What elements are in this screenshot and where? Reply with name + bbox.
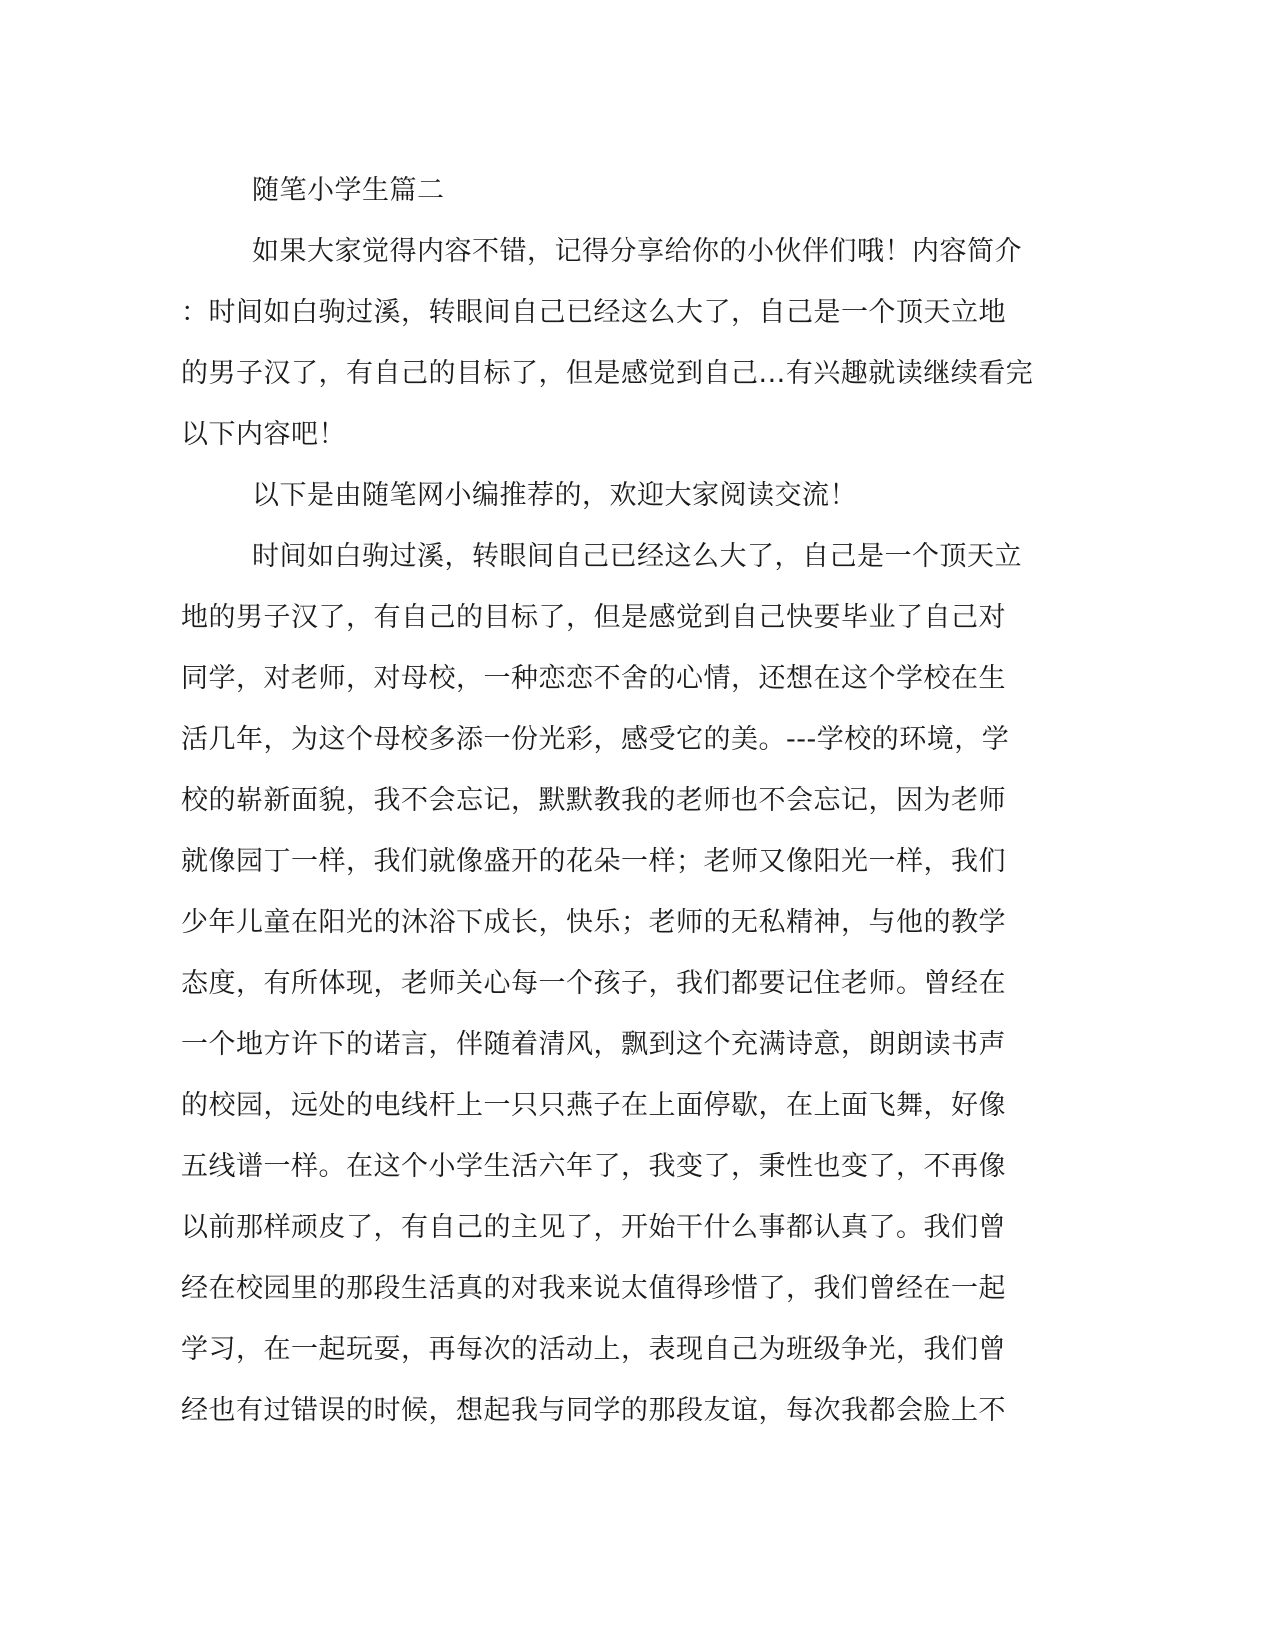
body-line: 时间如白驹过溪，转眼间自己已经这么大了，自己是一个顶天立 <box>252 541 1022 572</box>
body-line: 的校园，远处的电线杆上一只只燕子在上面停歇，在上面飞舞，好像 <box>181 1090 1006 1121</box>
intro-paragraph <box>181 221 1041 465</box>
body-line: 地的男子汉了，有自己的目标了，但是感觉到自己快要毕业了自己对 <box>181 602 1006 633</box>
body-line: 经也有过错误的时候，想起我与同学的那段友谊，每次我都会脸上不 <box>181 1395 1006 1426</box>
intro-line: 如果大家觉得内容不错，记得分享给你的小伙伴们哦！内容简介 <box>252 236 1022 267</box>
document-title: 随笔小学生篇二 <box>252 175 445 206</box>
body-line: 五线谱一样。在这个小学生活六年了，我变了，秉性也变了，不再像 <box>181 1151 1006 1182</box>
body-line: 活几年，为这个母校多添一份光彩，感受它的美。---学校的环境，学 <box>181 724 1010 755</box>
intro-line: ：时间如白驹过溪，转眼间自己已经这么大了，自己是一个顶天立地 <box>181 297 1006 328</box>
intro-line: 的男子汉了，有自己的目标了，但是感觉到自己...有兴趣就读继续看完 <box>181 358 1034 389</box>
body-line: 就像园丁一样，我们就像盛开的花朵一样；老师又像阳光一样，我们 <box>181 846 1006 877</box>
body-line: 一个地方许下的诺言，伴随着清风，飘到这个充满诗意，朗朗读书声 <box>181 1029 1006 1060</box>
body-line: 态度，有所体现，老师关心每一个孩子，我们都要记住老师。曾经在 <box>181 968 1006 999</box>
body-line: 学习，在一起玩耍，再每次的活动上，表现自己为班级争光，我们曾 <box>181 1334 1006 1365</box>
recommend-paragraph: 以下是由随笔网小编推荐的，欢迎大家阅读交流！ <box>252 480 857 511</box>
body-line: 校的崭新面貌，我不会忘记，默默教我的老师也不会忘记，因为老师 <box>181 785 1006 816</box>
body-line: 经在校园里的那段生活真的对我来说太值得珍惜了，我们曾经在一起 <box>181 1273 1006 1304</box>
body-line: 以前那样顽皮了，有自己的主见了，开始干什么事都认真了。我们曾 <box>181 1212 1006 1243</box>
document-content <box>181 160 1041 1441</box>
intro-line: 以下内容吧！ <box>181 419 346 450</box>
body-line: 少年儿童在阳光的沐浴下成长，快乐；老师的无私精神，与他的教学 <box>181 907 1006 938</box>
body-line: 同学，对老师，对母校，一种恋恋不舍的心情，还想在这个学校在生 <box>181 663 1006 694</box>
body-paragraph <box>181 526 1041 1441</box>
